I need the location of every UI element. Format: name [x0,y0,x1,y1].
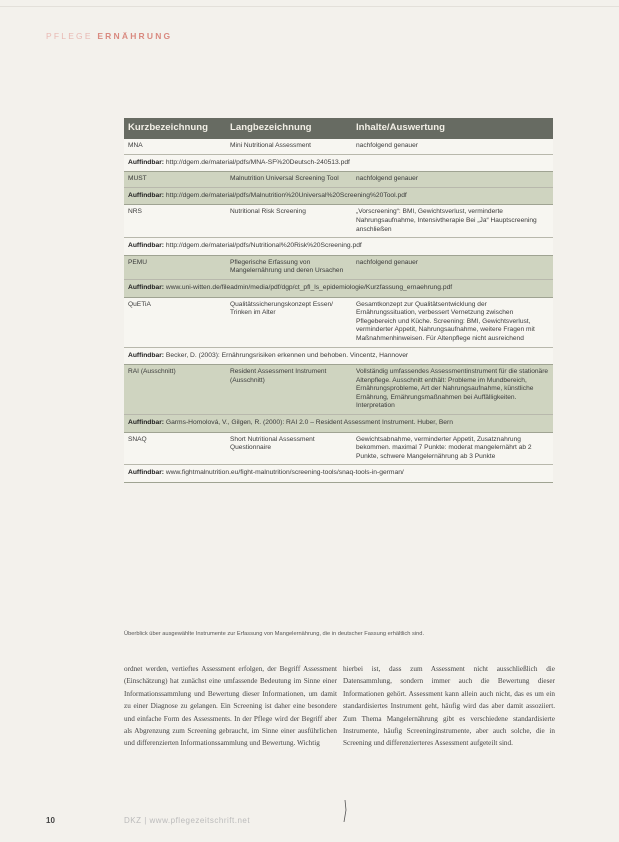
table-row [124,365,553,415]
table-row [124,205,553,238]
table-source-row [124,238,553,256]
pen-mark-icon [343,800,347,822]
column-header-short: Kurzbezeichnung [124,118,226,139]
table-source-row [124,415,553,433]
source-text: http://dgem.de/material/pdfs/MNA-SF%20Deutsch-240513.pdf [165,158,350,166]
section-header [46,31,172,41]
cell-content: Gesamtkonzept zur Qualitätsentwicklung der Ernährungssituation, verbessert Vernetzung zwischen Pflegebereich und Küche. Screening: BMI, Gewichtsverlust, verminderter Appetit, Nahrungsaufnahme, weitere Fragen mit Maßnahmenhinweisen. Für Altenpflege nicht ausreichend [352,297,553,347]
source-label: Auffindbar: [128,469,165,477]
cell-short: NRS [124,205,226,238]
cell-content: Gewichtsabnahme, verminderter Appetit, Zusatznahrung ​bekommen. maximal 7 Punkte: moderat mangelernährt ab 2 Punkte, schwere Mangelernährung ab 3 Punkte [352,432,553,465]
cell-long: Short Nutritional Assessment Questionnaire [226,432,352,465]
body-text-right: hierbei ist, dass zum Assessment nicht ausschließlich die Datensammlung, sondern immer auch die Bewertung dieser Informationen gehört. Assessment kann allein auch nicht, das es um ein standardisiertes Instrument geht, häufig wird das aber damit assoziiert. Zum Thema Mangelernährung gibt es verschiedene standardisierte Instrumente, häufig Screeninginstrumente, aber auch solche, die in Screening und differenzierteres Assessment aufgeteilt sind. [343,665,555,748]
source-label: Auffindbar: [128,242,165,250]
source-label: Auffindbar: [128,158,165,166]
cell-long: Mini Nutritional Assessment [226,139,352,154]
cell-long: Malnutrition Universal Screening Tool [226,172,352,188]
table-row [124,139,553,154]
source-text: www.uni-witten.de/fileadmin/media/pdf/dgp/ct_pfl_ls_epidemiologie/Kurzfassung_ernaehrung.pdf [165,283,453,291]
table-row [124,297,553,347]
source-label: Auffindbar: [128,419,165,427]
section-prefix: PFLEGE [46,31,93,41]
source-text: http://dgem.de/material/pdfs/Malnutrition%20Universal%20Screening%20Tool.pdf [165,191,407,199]
table-source-row [124,187,553,205]
cell-content: „Vorscreening“: BMI, Gewichtsverlust, verminderte Nahrungsaufnahme, Intensivtherapie Bei „Ja“ Hauptscreening anschließen [352,205,553,238]
table-source-row [124,279,553,297]
cell-short: RAI (Ausschnitt) [124,365,226,415]
source-text: http://dgem.de/material/pdfs/Nutritional%20Risk%20Screening.pdf [165,242,362,250]
source-text: www.fightmalnutrition.eu/fight-malnutrition/screening-tools/snaq-tools-in-german/ [165,469,404,477]
cell-short: MUST [124,172,226,188]
section-title: ERNÄHRUNG [97,31,173,41]
cell-short: MNA [124,139,226,154]
cell-long: Nutritional Risk Screening [226,205,352,238]
table-source-row [124,347,553,365]
top-rule [0,6,619,7]
cell-content: nachfolgend genauer [352,139,553,154]
cell-long: Pflegerische Erfassung von Mangelernährung und deren Ursachen [226,255,352,279]
body-text-left: ordnet werden, vertieftes Assessment erfolgen, der Begriff Assessment (Einschätzung) hat zunächst eine umfassende Bedeutung im Sinne einer Informationssammlung und Bewertung dieser Informationen, um damit zu einer Diagnose zu gelangen. Ein Screening ist daher eine besondere und einfache Form des Assessments. In der Pflege wird der Begriff aber als Abgrenzung zum Screening gebraucht, im Sinne einer ausführlichen und differenzierten Informationssammlung und Bewertung. Wichtig [124,665,337,748]
footer-source: DKZ | www.pflegezeitschrift.net [124,816,251,825]
table-row [124,172,553,188]
cell-short: QuETiA [124,297,226,347]
table-row [124,255,553,279]
source-label: Auffindbar: [128,351,165,359]
cell-long: Qualitätssicherungskonzept Essen/ Trinken im Alter [226,297,352,347]
cell-content: Vollständig umfassendes Assessmentinstrument für die stationäre Altenpflege. Ausschnitt enthält: Probleme im Mundbereich, Ernährungsprobleme, Art der Nahrungsaufnahme, künstliche Ernährung, Ernährungsmaßnahmen bei Auffälligkeiten. Interpretation [352,365,553,415]
page-number: 10 [46,816,55,825]
source-text: Becker, D. (2003): Ernährungsrisiken erkennen und behoben. Vincentz, Hannover [165,351,409,359]
cell-short: SNAQ [124,432,226,465]
table-row [124,432,553,465]
column-header-long: Langbezeichnung [226,118,352,139]
table-source-row [124,465,553,483]
cell-content: nachfolgend genauer [352,255,553,279]
source-label: Auffindbar: [128,283,165,291]
source-label: Auffindbar: [128,191,165,199]
cell-short: PEMU [124,255,226,279]
table-source-row [124,154,553,172]
source-text: Garms-Homolová, V., Gilgen, R. (2000): RAI 2.0 – Resident Assessment Instrument. Huber, Bern [165,419,453,427]
instrument-table [124,118,553,483]
cell-long: Resident Assessment Instrument (Ausschnitt) [226,365,352,415]
table-caption: Überblick über ausgewählte Instrumente zur Erfassung von Mangelernährung, die in deutscher Fassung erhältlich sind. [124,631,425,637]
cell-content: nachfolgend genauer [352,172,553,188]
column-header-content: Inhalte/Auswertung [352,118,553,139]
table-header-row [124,118,553,139]
